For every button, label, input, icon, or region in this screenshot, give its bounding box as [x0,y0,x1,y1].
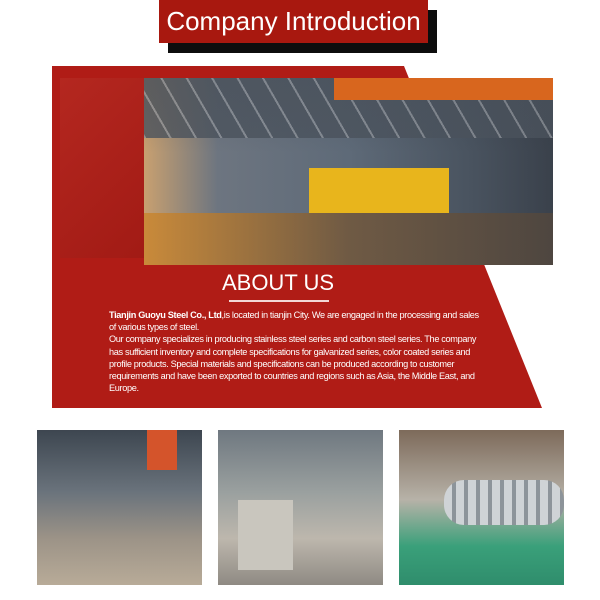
coils-detail [444,480,564,525]
panel-texture [60,78,144,258]
intro-text: ,is located in tianjin City. We are engaged in the processing and sales of various types of steel. [109,310,479,333]
company-name: Tianjin Guoyu Steel Co., Ltd [109,310,222,320]
about-heading: ABOUT US [221,270,335,295]
crane-beam [334,78,553,100]
factory-hero-image [144,78,553,265]
production-line-photo [218,430,383,585]
section-title: Company Introduction [159,0,428,43]
heading-underline [229,300,329,302]
about-text [109,309,484,394]
description-text: Our company specializes in producing stainless steel series and carbon steel series. The company has sufficient inventory and complete specifications for galvanized series, color coated series and profile products. Special materials and specifications can be produced according to customer requirements and have been exported to countries and regions such as Asia, the Middle East, and Europe. [109,334,477,394]
warehouse-photo [37,430,202,585]
steel-coils-photo [399,430,564,585]
steel-plates-floor [144,213,553,265]
crane-detail [147,430,177,470]
machinery-detail [238,500,293,570]
